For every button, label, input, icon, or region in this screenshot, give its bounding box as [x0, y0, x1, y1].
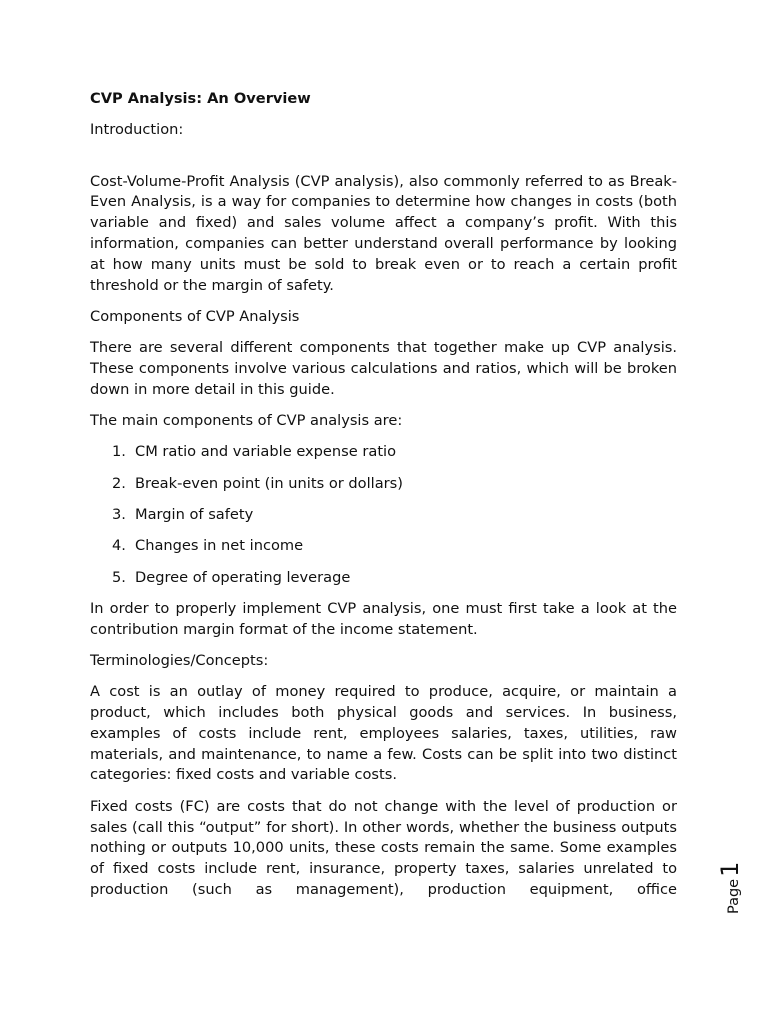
- list-item: [90, 442, 677, 463]
- list-item: [90, 474, 677, 495]
- list-item-text: Break-even point (in units or dollars): [135, 474, 403, 492]
- page-number: 1: [716, 861, 744, 877]
- list-item: [90, 568, 677, 589]
- terminology-heading: Terminologies/Concepts:: [90, 651, 269, 669]
- list-item-number: 4.: [112, 537, 126, 555]
- document-body: [90, 89, 677, 911]
- list-item: [90, 536, 677, 557]
- main-components-intro: The main components of CVP analysis are:: [90, 412, 403, 430]
- page-label: Page: [726, 878, 742, 914]
- list-item-number: 2.: [112, 474, 126, 492]
- components-paragraph: There are several different components that together make up CVP analysis. These components involve various calculations and ratios, which will be broken down in more detail in this guide.: [90, 339, 677, 398]
- list-item-text: CM ratio and variable expense ratio: [135, 443, 397, 461]
- list-item-text: Margin of safety: [135, 505, 254, 523]
- list-item-text: Degree of operating leverage: [135, 568, 351, 586]
- cost-paragraph: A cost is an outlay of money required to produce, acquire, or maintain a product, which includes both physical goods and services. In business, examples of costs include rent, employees salaries, taxes, utilities, raw materials, and maintenance, to name a few. Costs can be split into two distinct categories: fixed costs and variable costs.: [90, 683, 677, 784]
- implementation-paragraph: In order to properly implement CVP analysis, one must first take a look at the contribution margin format of the income statement.: [90, 599, 677, 638]
- list-item-number: 3.: [112, 505, 126, 523]
- fixed-costs-paragraph: Fixed costs (FC) are costs that do not change with the level of production or sales (call this “output” for short). In other words, whether the business outputs nothing or outputs 10,000 units, these costs remain the same. Some examples of fixed costs include rent, insurance, property taxes, salaries unrelated to production (such as management), production equipment, office: [90, 797, 677, 898]
- document-title: CVP Analysis: An Overview: [90, 90, 311, 107]
- list-item-number: 1.: [112, 443, 126, 461]
- introduction-heading: Introduction:: [90, 120, 184, 138]
- components-list: [90, 442, 677, 588]
- page-number-footer: [716, 862, 744, 914]
- list-item-number: 5.: [112, 568, 126, 586]
- list-item-text: Changes in net income: [135, 537, 304, 555]
- list-item: [90, 505, 677, 526]
- introduction-paragraph: Cost-Volume-Profit Analysis (CVP analysis), also commonly referred to as Break-Even Analysis, is a way for companies to determine how changes in costs (both variable and fixed) and sales volume affect a company’s profit. With this information, companies can better understand overall performance by looking at how many units must be sold to break even or to reach a certain profit threshold or the margin of safety.: [90, 172, 677, 294]
- components-heading: Components of CVP Analysis: [90, 307, 300, 325]
